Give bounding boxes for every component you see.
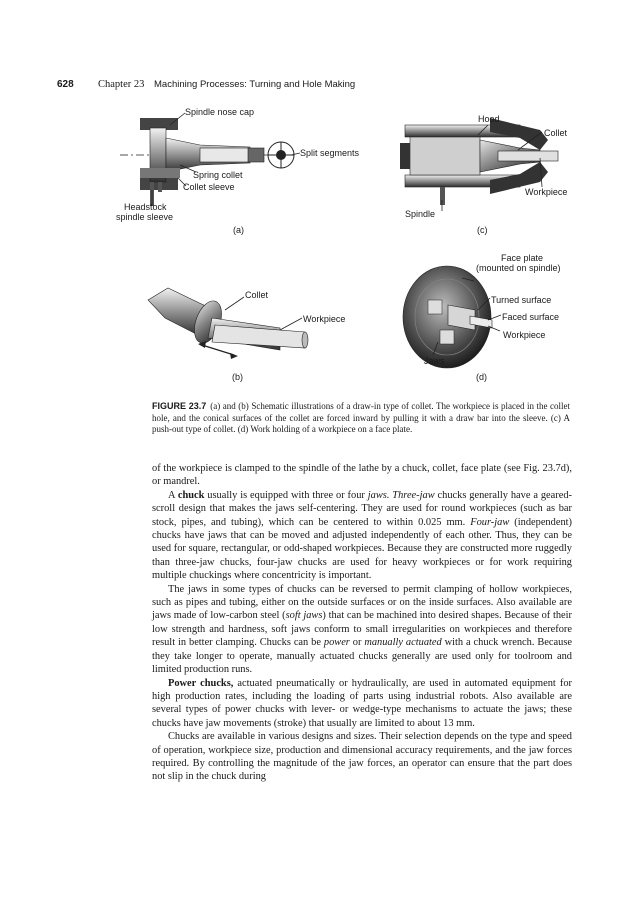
figure-caption-label: FIGURE 23.7: [152, 401, 207, 411]
label-collet-c: Collet: [544, 128, 568, 138]
label-spindle-sleeve: spindle sleeve: [116, 212, 174, 222]
label-headstock: Headstock: [124, 202, 167, 212]
figure-caption: [152, 401, 570, 436]
panel-label-d: (d): [476, 372, 487, 382]
label-workpiece-c: Workpiece: [525, 187, 568, 197]
label-face-plate-mounted: (mounted on spindle): [476, 263, 561, 273]
label-faced-surface: Faced surface: [502, 312, 560, 322]
panel-c-collet-section: [400, 118, 558, 211]
body-text: [152, 462, 572, 784]
chapter-title: Machining Processes: Turning and Hole Making: [154, 79, 356, 90]
paragraph-3: The jaws in some types of chucks can be reversed to permit clamping of hollow workpieces, such as pipes and tubing, either on the outside surfaces or on the inside surfaces. Also available are jaws made of low-carbon steel (soft jaws) that can be machined into desired shapes. Because of their low strength and hardness, soft jaws conform to small irregularities on workpieces and therefore result in better clamping. Chucks can be power or manually actuated with a chuck wrench. Because they take longer to operate, manually actuated chucks generally are used only for toolroom and limited production runs.: [152, 583, 573, 676]
paragraph-4: Power chucks, actuated pneumatically or hydraulically, are used in automated equipment for high production rates, including the loading of parts using industrial robots. Also available are several types of power chucks with lever- or wedge-type mechanisms to actuate the jaws; these chucks have jaw movements (stroke) that usually are limited to about 13 mm.: [152, 677, 572, 729]
figure-drawing: [0, 0, 636, 400]
label-workpiece-d: Workpiece: [503, 330, 546, 340]
panel-label-b: (b): [232, 372, 243, 382]
paragraph-5: Chucks are available in various designs and sizes. Their selection depends on the type and speed of operation, workpiece size, production and dimensional accuracy requirements, and the jaw forces required. By controlling the magnitude of the jaw forces, an operator can ensure that the part does not slip in the chuck during: [152, 731, 572, 783]
panel-b-collet-view: [148, 288, 308, 359]
label-hood: Hood: [478, 114, 500, 124]
chapter-label: Chapter 23: [98, 79, 145, 90]
label-split-segments: Split segments: [300, 148, 360, 158]
paragraph-2: A chuck usually is equipped with three or four jaws. Three-jaw chucks generally have a geared-scroll design that makes the jaws self-centering. They are used for round workpieces (such as bar stock, pipes, and tubing), which can be centered to within 0.025 mm. Four-jaw (independent) chucks have jaws that can be moved and adjusted independently of each other. Thus, they can be used for square, rectangular, or odd-shaped workpieces. Because they are constructed more ruggedly than three-jaw chucks, four-jaw chucks are used for heavy workpieces or for work requiring multiple chuckings where concentricity is important.: [152, 489, 572, 582]
term-power-chucks: Power chucks,: [168, 677, 234, 689]
label-face-plate: Face plate: [501, 253, 544, 263]
label-spring-collet: Spring collet: [193, 170, 243, 180]
panel-a-collet-section: [120, 113, 300, 206]
label-turned-surface: Turned surface: [491, 295, 552, 305]
term-chuck: chuck: [177, 489, 205, 501]
label-spindle: Spindle: [405, 209, 436, 219]
page-number: 628: [57, 79, 74, 90]
figure-caption-text: (a) and (b) Schematic illustrations of a draw-in type of collet. The workpiece is placed in the collet hole, and the conical surfaces of the collet are forced inward by pulling it with a draw bar into the sleeve. (c) A push-out type of collet. (d) Work holding of a workpiece on a face plate.: [152, 401, 570, 434]
label-collet-sleeve: Collet sleeve: [183, 182, 235, 192]
label-jaws: Jaws: [424, 356, 445, 366]
panel-label-c: (c): [477, 225, 488, 235]
panel-label-a: (a): [233, 225, 244, 235]
label-workpiece-b: Workpiece: [303, 314, 346, 324]
label-collet-b: Collet: [245, 290, 269, 300]
panel-d-face-plate: [403, 266, 501, 368]
label-spindle-nose-cap: Spindle nose cap: [185, 107, 255, 117]
paragraph-1: of the workpiece is clamped to the spindle of the lathe by a chuck, collet, face plate (see Fig. 23.7d), or mandrel.: [152, 463, 572, 488]
